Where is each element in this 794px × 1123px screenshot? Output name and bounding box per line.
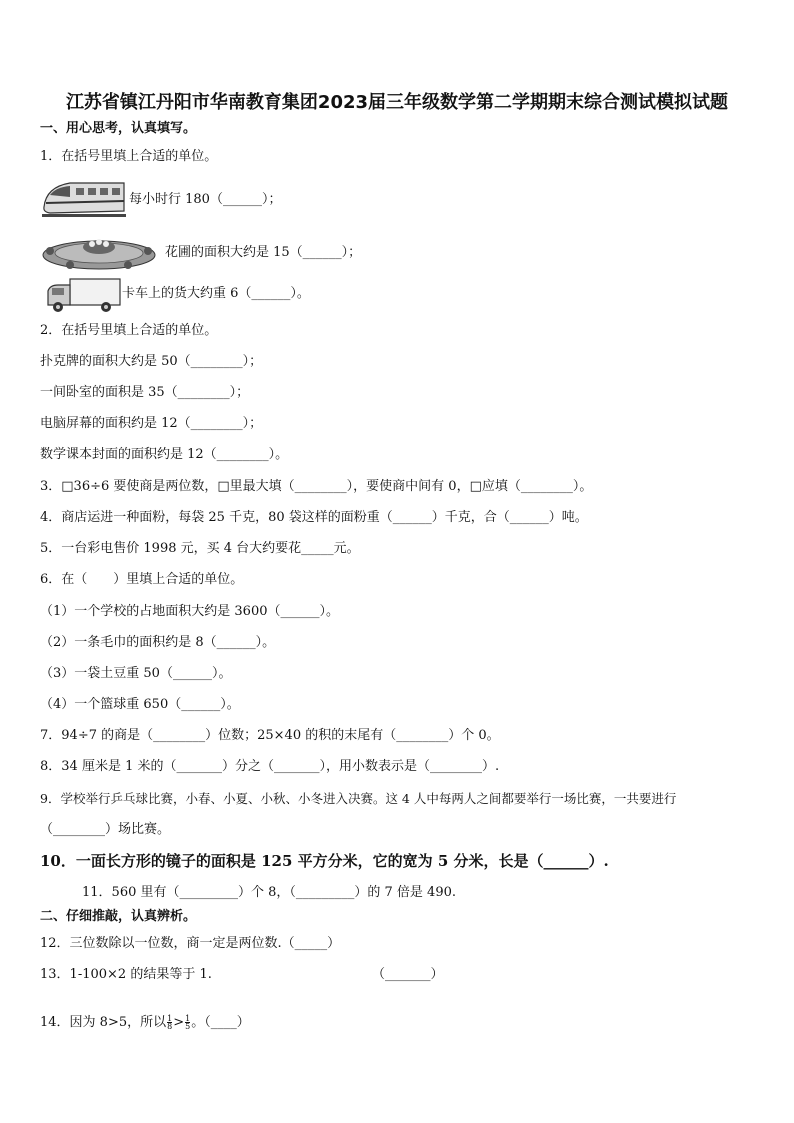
question-5: 5．一台彩电售价 1998 元，买 4 台大约要花_____元。 (40, 541, 360, 556)
question-8: 8．34 厘米是 1 米的（_______）分之（_______），用小数表示是（________）. (40, 759, 500, 774)
question-1-truck: 卡车上的货大约重 6（______）。 (122, 286, 310, 301)
train-illustration (40, 177, 128, 221)
truck-illustration (44, 275, 122, 315)
question-13-answer-blank[interactable]: （_______） (372, 967, 444, 982)
section-1-heading: 一、用心思考，认真填写。 (40, 121, 197, 136)
fraction-one-eighth: $\frac{1}{8}$ (167, 1014, 173, 1031)
question-9-line-2: （________）场比赛。 (40, 822, 171, 837)
question-14 (40, 1014, 250, 1032)
question-1-train: 每小时行 180（______）； (129, 192, 282, 207)
question-2-head: 2．在括号里填上合适的单位。 (40, 323, 218, 338)
page-title: 江苏省镇江丹阳市华南教育集团2023届三年级数学第二学期期末综合测试模拟试题 (65, 92, 729, 113)
greater-than-sign: > (173, 1015, 185, 1030)
question-7: 7．94÷7 的商是（________）位数；25×40 的积的末尾有（________）个 0。 (40, 728, 500, 743)
question-6-head: 6．在（ ）里填上合适的单位。 (40, 572, 244, 587)
question-14-prefix: 14．因为 8>5，所以 (40, 1015, 167, 1030)
question-10: 10．一面长方形的镜子的面积是 125 平方分米，它的宽为 5 分米，长是（______）. (40, 852, 609, 870)
question-6-a: （1）一个学校的占地面积大约是 3600（______）。 (40, 604, 339, 619)
section-2-heading: 二、仔细推敲，认真辨析。 (40, 909, 197, 924)
question-2-a: 扑克牌的面积大约是 50（________）； (40, 354, 263, 369)
question-4: 4．商店运进一种面粉，每袋 25 千克，80 袋这样的面粉重（______）千克，合（______）吨。 (40, 510, 588, 525)
question-1-garden: 花圃的面积大约是 15（______）； (165, 245, 362, 260)
question-6-d: （4）一个篮球重 650（______）。 (40, 697, 240, 712)
question-12: 12．三位数除以一位数，商一定是两位数.（_____） (40, 936, 341, 951)
garden-illustration (40, 233, 158, 271)
fraction-one-fifth: $\frac{1}{5}$ (185, 1014, 191, 1031)
question-6-c: （3）一袋土豆重 50（______）。 (40, 666, 232, 681)
question-1-head: 1．在括号里填上合适的单位。 (40, 149, 218, 164)
question-2-d: 数学课本封面的面积约是 12（________）。 (40, 447, 289, 462)
question-2-b: 一间卧室的面积是 35（________）； (40, 385, 250, 400)
question-3: 3．□36÷6 要使商是两位数，□里最大填（________），要使商中间有 0，□应填（________）。 (40, 479, 593, 494)
question-14-suffix: 。（____） (191, 1015, 250, 1030)
question-6-b: （2）一条毛巾的面积约是 8（______）。 (40, 635, 276, 650)
question-11: 11．560 里有（_________）个 8，（_________）的 7 倍是 490. (82, 885, 457, 900)
question-2-c: 电脑屏幕的面积约是 12（________）； (40, 416, 263, 431)
question-13: 13．1-100×2 的结果等于 1. (40, 967, 212, 982)
question-9-line-1: 9．学校举行乒乓球比赛，小春、小夏、小秋、小冬进入决赛。这 4 人中每两人之间都要举行一场比赛，一共要进行 (40, 791, 677, 806)
